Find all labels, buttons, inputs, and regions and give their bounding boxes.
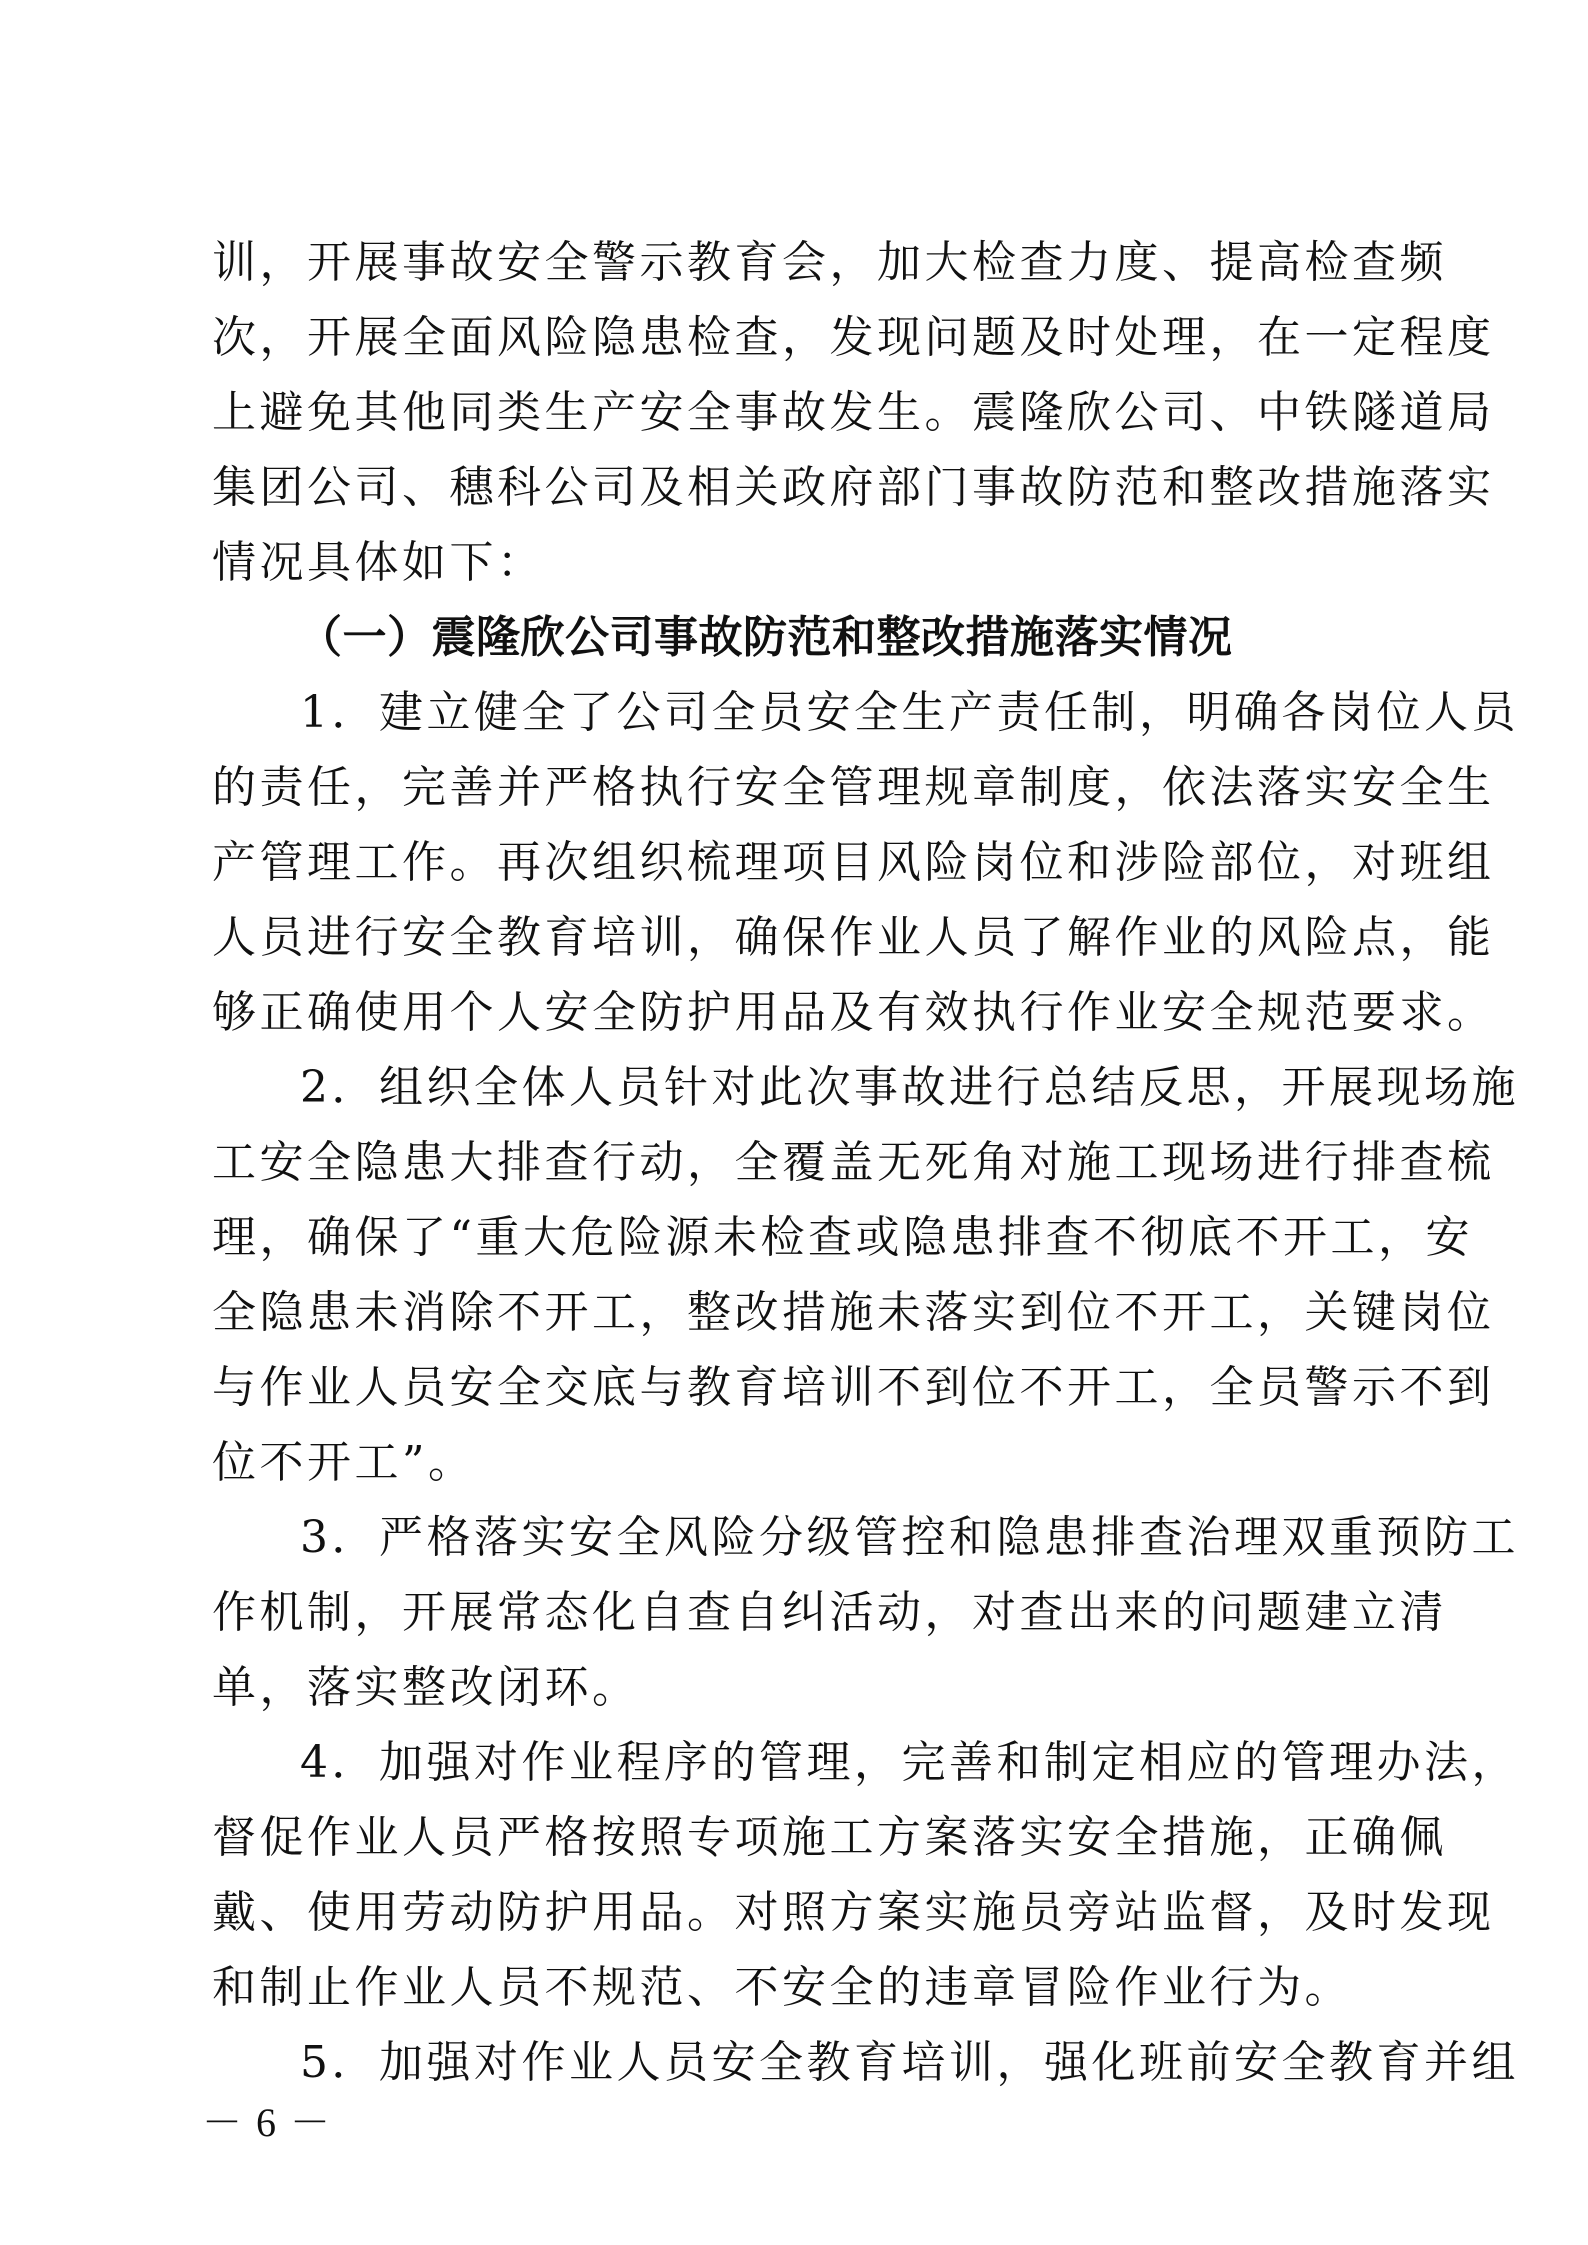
- item-1-line: 1．建立健全了公司全员安全生产责任制，明确各岗位人员: [300, 687, 1519, 738]
- item-4-line: 戴、使用劳动防护用品。对照方案实施员旁站监督，及时发现: [212, 1887, 1495, 1938]
- item-1-line: 够正确使用个人安全防护用品及有效执行作业安全规范要求。: [212, 987, 1495, 1038]
- section-heading: （一）震隆欣公司事故防范和整改措施落实情况: [298, 612, 1233, 663]
- item-5-line: 5．加强对作业人员安全教育培训，强化班前安全教育并组: [300, 2037, 1519, 2088]
- item-1-line: 产管理工作。再次组织梳理项目风险岗位和涉险部位，对班组: [212, 837, 1495, 888]
- intro-line: 上避免其他同类生产安全事故发生。震隆欣公司、中铁隧道局: [212, 387, 1495, 438]
- item-4-line: 督促作业人员严格按照专项施工方案落实安全措施，正确佩: [212, 1812, 1447, 1863]
- item-2-line: 2．组织全体人员针对此次事故进行总结反思，开展现场施: [300, 1062, 1519, 1113]
- intro-line: 情况具体如下：: [212, 537, 545, 588]
- intro-line: 集团公司、穗科公司及相关政府部门事故防范和整改措施落实: [212, 462, 1495, 513]
- item-2-line: 与作业人员安全交底与教育培训不到位不开工，全员警示不到: [212, 1362, 1495, 1413]
- item-2-line: 工安全隐患大排查行动，全覆盖无死角对施工现场进行排查梳: [212, 1137, 1495, 1188]
- item-4-line: 4．加强对作业程序的管理，完善和制定相应的管理办法，: [300, 1737, 1519, 1788]
- item-3-line: 3．严格落实安全风险分级管控和隐患排查治理双重预防工: [300, 1512, 1519, 1563]
- item-1-line: 人员进行安全教育培训，确保作业人员了解作业的风险点，能: [212, 912, 1495, 963]
- intro-line: 训，开展事故安全警示教育会，加大检查力度、提高检查频: [212, 237, 1447, 288]
- item-2-line: 位不开工”。: [212, 1437, 476, 1488]
- item-2-line: 全隐患未消除不开工，整改措施未落实到位不开工，关键岗位: [212, 1287, 1495, 1338]
- item-2-line: 理，确保了“重大危险源未检查或隐患排查不彻底不开工，安: [212, 1212, 1473, 1263]
- item-3-line: 作机制，开展常态化自查自纠活动，对查出来的问题建立清: [212, 1587, 1447, 1638]
- item-3-line: 单，落实整改闭环。: [212, 1662, 640, 1713]
- item-1-line: 的责任，完善并严格执行安全管理规章制度，依法落实安全生: [212, 762, 1495, 813]
- page-number: － 6 －: [202, 2100, 332, 2145]
- intro-line: 次，开展全面风险隐患检查，发现问题及时处理，在一定程度: [212, 312, 1495, 363]
- item-4-line: 和制止作业人员不规范、不安全的违章冒险作业行为。: [212, 1962, 1352, 2013]
